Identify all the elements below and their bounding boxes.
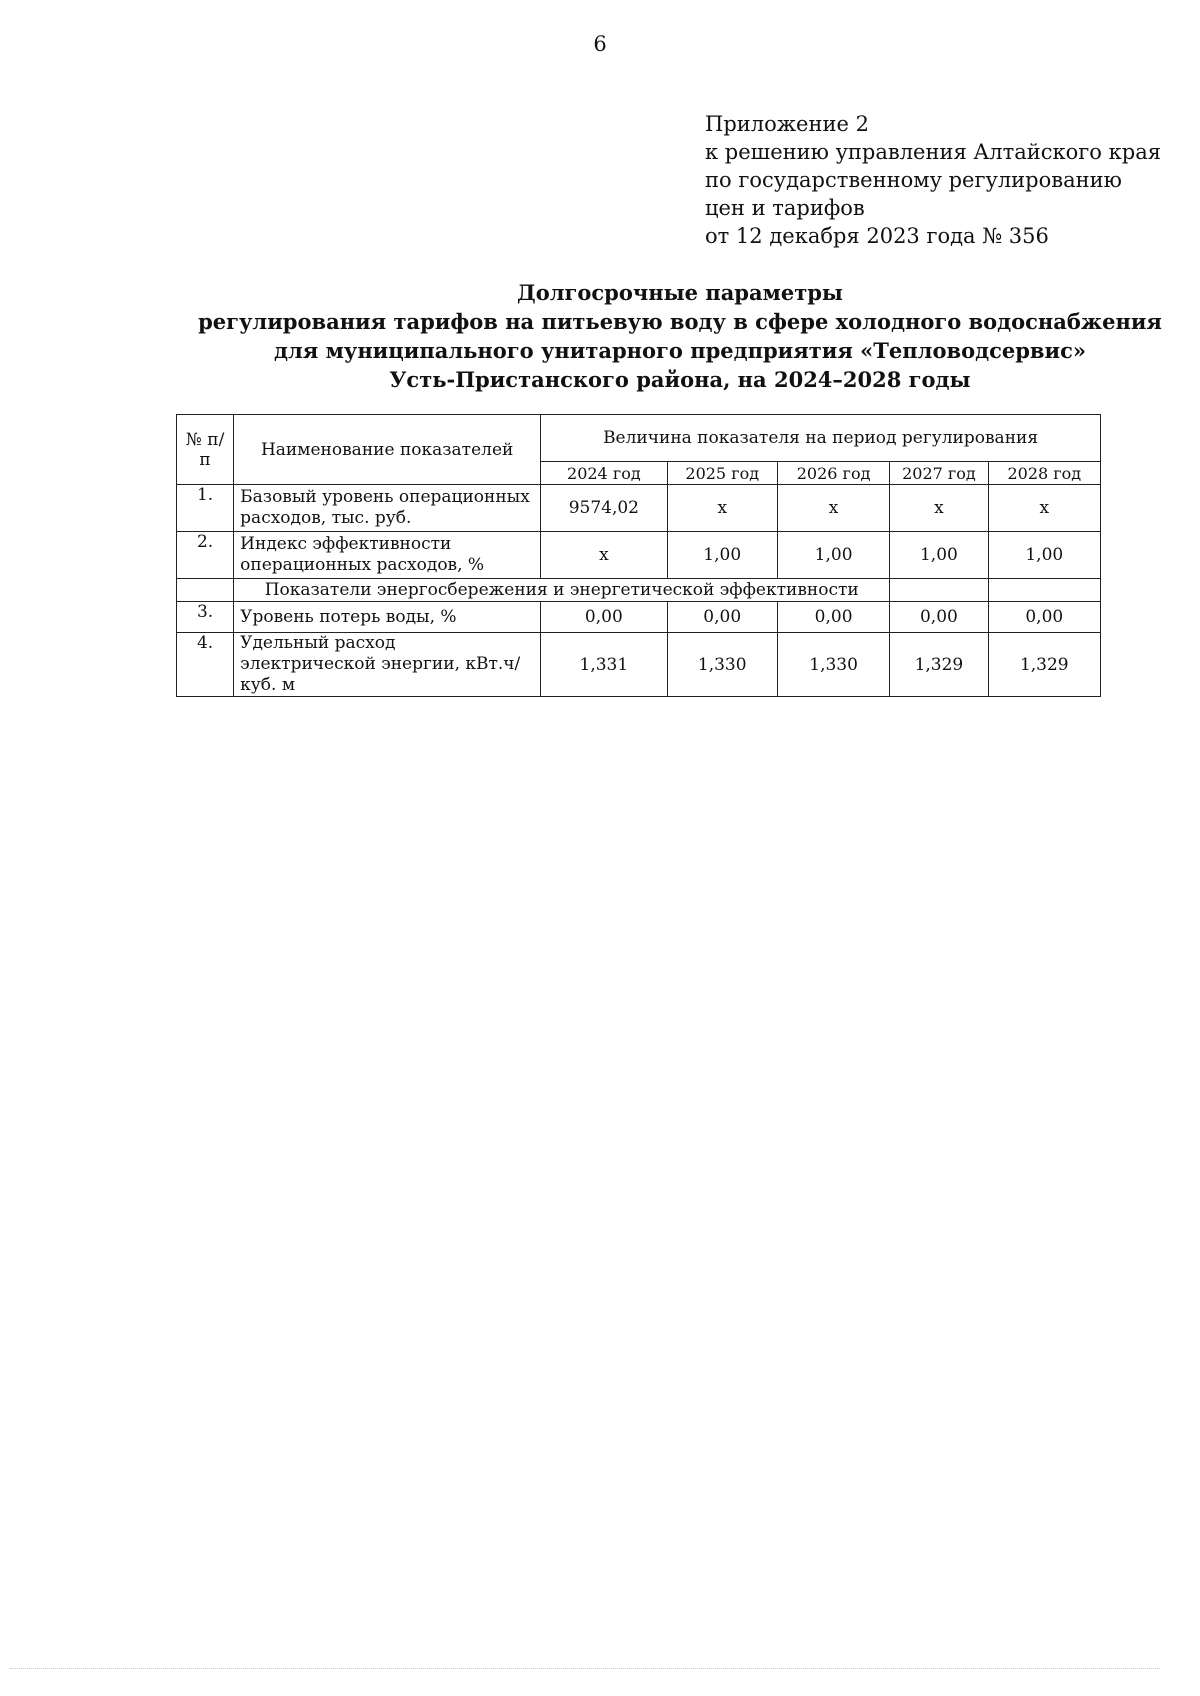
row-num: 1. (177, 485, 234, 532)
title-line: для муниципального унитарного предприятия «Тепловодсервис» (274, 338, 1086, 363)
row-num: 2. (177, 532, 234, 579)
header-name: Наименование показателей (234, 415, 541, 485)
table-row (177, 633, 1101, 697)
page-number: 6 (593, 32, 607, 56)
row-name: Индекс эффективности операционных расходов, % (234, 532, 541, 579)
table-row (177, 532, 1101, 579)
appendix-block (705, 110, 1165, 250)
row-value: 1,330 (667, 633, 777, 697)
section-title: Показатели энергосбережения и энергетической эффективности (234, 579, 890, 602)
row-value: 0,00 (777, 602, 889, 633)
scan-edge-artifact (10, 1668, 1160, 1669)
appendix-line: Приложение 2 (705, 112, 869, 136)
header-year: 2028 год (988, 462, 1100, 485)
row-value: 0,00 (890, 602, 988, 633)
row-value: 1,00 (890, 532, 988, 579)
row-value: 9574,02 (541, 485, 667, 532)
row-value: 0,00 (541, 602, 667, 633)
row-value: 1,00 (667, 532, 777, 579)
row-value: 0,00 (667, 602, 777, 633)
row-value: х (777, 485, 889, 532)
section-num-cell (177, 579, 234, 602)
row-value: 0,00 (988, 602, 1100, 633)
title-line: регулирования тарифов на питьевую воду в сфере холодного водоснабжения (198, 309, 1162, 334)
header-year: 2025 год (667, 462, 777, 485)
appendix-line: по государственному регулированию (705, 168, 1122, 192)
title-line: Долгосрочные параметры (517, 280, 843, 305)
row-value: х (667, 485, 777, 532)
row-value: х (541, 532, 667, 579)
row-num: 3. (177, 602, 234, 633)
row-value: 1,330 (777, 633, 889, 697)
row-value: х (988, 485, 1100, 532)
header-year: 2027 год (890, 462, 988, 485)
row-value: х (890, 485, 988, 532)
table-row (177, 602, 1101, 633)
row-num: 4. (177, 633, 234, 697)
row-name: Уровень потерь воды, % (234, 602, 541, 633)
row-name: Базовый уровень операционных расходов, тыс. руб. (234, 485, 541, 532)
table-row (177, 485, 1101, 532)
section-empty-cell (890, 579, 988, 602)
row-value: 1,329 (890, 633, 988, 697)
row-value: 1,331 (541, 633, 667, 697)
appendix-line: от 12 декабря 2023 года № 356 (705, 224, 1049, 248)
row-value: 1,00 (988, 532, 1100, 579)
section-empty-cell (988, 579, 1100, 602)
appendix-line: к решению управления Алтайского края (705, 140, 1161, 164)
row-value: 1,00 (777, 532, 889, 579)
parameters-table (176, 414, 1101, 697)
document-title (180, 278, 1180, 394)
section-row (177, 579, 1101, 602)
header-period: Величина показателя на период регулирования (541, 415, 1101, 462)
title-line: Усть-Пристанского района, на 2024–2028 годы (389, 367, 971, 392)
header-year: 2024 год (541, 462, 667, 485)
appendix-line: цен и тарифов (705, 196, 865, 220)
row-name: Удельный расход электрической энергии, кВт.ч/куб. м (234, 633, 541, 697)
row-value: 1,329 (988, 633, 1100, 697)
header-year: 2026 год (777, 462, 889, 485)
header-num: № п/п (177, 415, 234, 485)
